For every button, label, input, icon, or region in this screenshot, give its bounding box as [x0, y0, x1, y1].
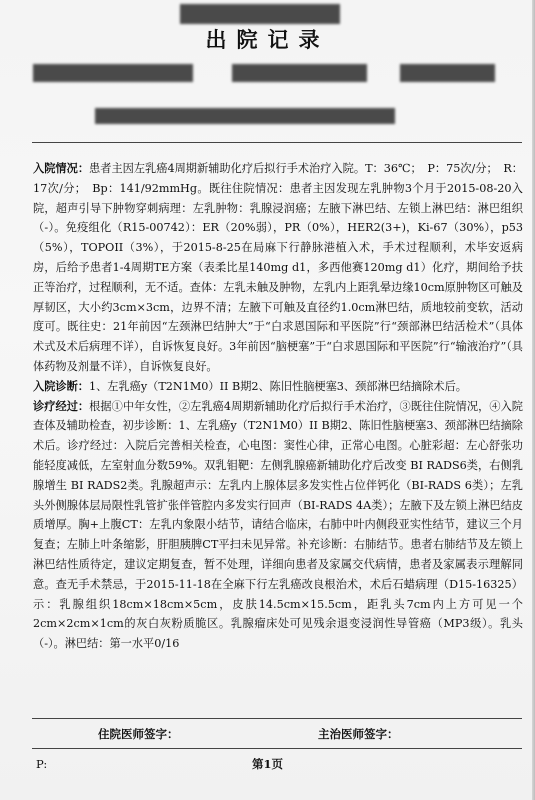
section-text: 根据①中年女性，②左乳癌4周期新辅助化疗后拟行手术治疗，③既往住院情况，④入院查体及辅助检查，初步诊断：1、左乳癌y（T2N1M0）II B期2、陈旧性脑梗塞3、颈部淋巴结摘除术后。诊疗经过：入院后完善相关检查，心电图：窦性心律，正常心电图。心脏彩超：左心舒张功能轻度减低，左室射血分数59%。双乳钼靶：左侧乳腺癌新辅助化疗后改变 BI RADS6类，右侧乳腺增生 BI RADS2类。乳腺超声示：左乳内上腺体层多发实性占位伴钙化（BI-RADS 6类）；左乳头外侧腺体层局限性乳管扩张伴管腔内多发实行回声（BI-RADS 4A类）；左腋下及左锁上淋巴结皮质增厚。胸+上腹CT：左乳内象限小结节，请结合临床，右肺中叶内侧段亚实性结节，建议三个月复查；左肺上叶条缩影，肝胆胰脾CT平扫未见异常。补充诊断：右肺结节。患者右肺结节及左锁上淋巴结性质待定，建议定期复查，暂不处理，详细向患者及家属交代病情，患者及家属表示理解同意。查无手术禁忌，于2015-11-18在全麻下行左乳癌改良根治术，术后石蜡病理（D15-16325）示：乳腺组织18cm×18cm×5cm，皮肤14.5cm×15.5cm，距乳头7cm内上方可见一个2cm×2cm×1cm的灰白灰粉质脆区。乳腺瘤床处可见残余退变浸润性导管癌（MP3级）。乳头（-）。淋巴结：第一水平0/16 [33, 399, 523, 651]
section-label: 入院诊断： [33, 378, 89, 393]
redacted-patient-info-2 [232, 64, 367, 82]
paragraph-admission-condition [33, 159, 523, 377]
document-title: 出院记录 [205, 27, 330, 52]
attending-signature-label: 主治医师签字： [318, 727, 399, 741]
header-divider [32, 142, 522, 143]
redacted-header-top [180, 4, 340, 24]
resident-signature-label: 住院医师签字： [98, 727, 179, 741]
section-label: 入院情况： [33, 161, 90, 175]
redacted-patient-info [33, 64, 193, 82]
redacted-patient-info-3 [400, 64, 495, 82]
section-label: 诊疗经过： [33, 398, 90, 413]
section-text: 患者主因左乳癌4周期新辅助化疗后拟行手术治疗入院。T：36℃； P：75次/分； R：17次/分； Bp：141/92mmHg。既往住院情况：患者主因发现左乳肿物3个月于2015-08-20入院，超声引导下肿物穿刺病理：左乳肿物：乳腺浸润癌；左腋下淋巴结、左锁上淋巴结：淋巴组织（-）。免疫组化（R15-00742）：ER（20%弱），PR（0%），HER2(3+)，Ki-67（30%），p53（5%），TOPOII（3%），于2015-8-25在局麻下行静脉港植入术，手术过程顺利，术毕安返病房，后给予患者1-4周期TE方案（表柔比星140mg d1，多西他赛120mg d1）化疗，期间给予扶正等治疗，过程顺利，无不适。查体：左乳未触及肿物，左乳内上距乳晕边缘10cm原肿物区可触及厚韧区，大小约3cm×3cm，边界不清；左腋下可触及直径约1.0cm淋巴结，质地较前变软，活动度可。既往史：21年前因“左颈淋巴结肿大”于“白求恩国际和平医院”行“颈部淋巴结活检术”（具体术式及术后病理不详），自诉恢复良好。3年前因“脑梗塞”于“白求恩国际和平医院”行“输液治疗”（具体药物及剂量不详），自诉恢复良好。 [33, 162, 523, 373]
page-number: 第1页 [251, 757, 283, 771]
paragraph-treatment-course [33, 397, 523, 654]
redacted-record-number [95, 108, 395, 124]
document-body [33, 159, 523, 654]
page-marker: P: [36, 757, 48, 771]
section-text: 1、左乳癌y（T2N1M0）II B期2、陈旧性脑梗塞3、颈部淋巴结摘除术后。 [88, 379, 467, 393]
footer-divider [32, 718, 522, 719]
page-footer-divider [32, 748, 522, 749]
paragraph-admission-diagnosis [33, 377, 523, 397]
